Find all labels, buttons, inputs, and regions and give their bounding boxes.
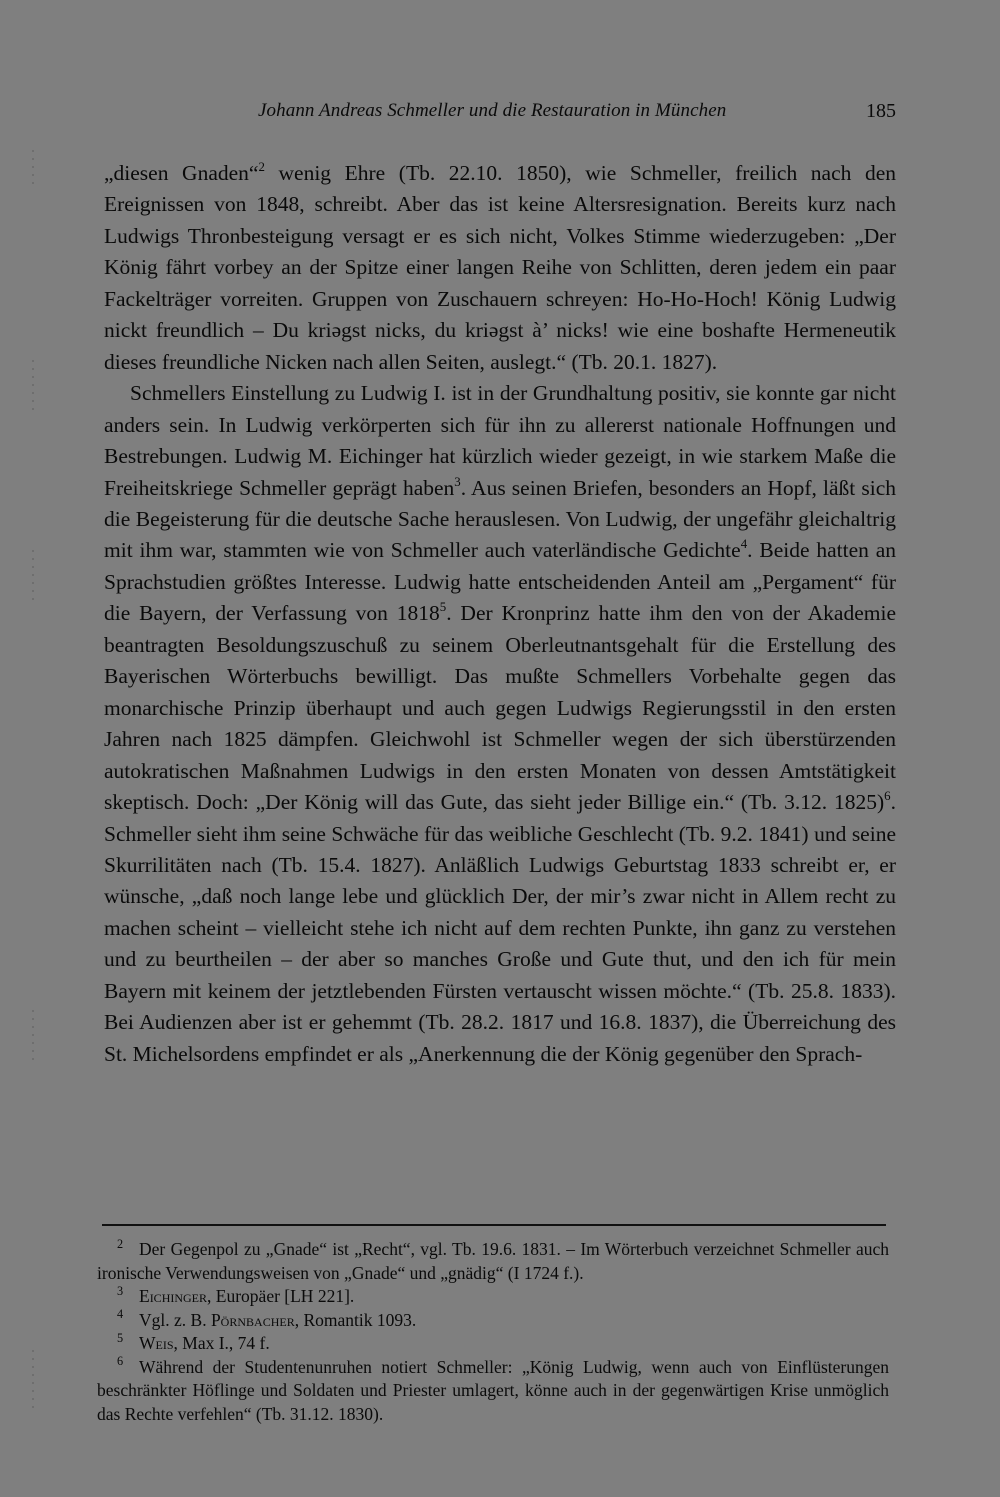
footnote-3-author: Eichinger: [139, 1286, 208, 1306]
footnote-4-author: Pörnbacher: [210, 1309, 295, 1330]
paragraph-1: [104, 158, 896, 378]
paragraph-2-part-3: . Beide hatten an Sprachstudien größtes Interesse. Ludwig hatte entscheidenden Anteil am „Pergament“ für die Bayern, der Verfassung von 1818: [104, 538, 896, 626]
footnote-5-text: , Max I., 74 f.: [173, 1333, 270, 1353]
running-title: Johann Andreas Schmeller und die Restauration in München: [258, 100, 727, 121]
footnote-separator: [102, 1224, 886, 1226]
footnote-2: 2 Der Gegenpol zu „Gnade“ ist „Recht“, vgl. Tb. 19.6. 1831. – Im Wörterbuch verzeichnet Schmeller auch ironische Verwendungsweisen von „Gnade“ und „gnädig“ (I 1724 f.).: [97, 1236, 889, 1283]
footnote-ref-5: 5: [439, 600, 447, 615]
body-text: [104, 158, 896, 1070]
paragraph-2-part-1: Schmellers Einstellung zu Ludwig I. ist in der Grundhaltung positiv, sie konnte gar nicht anders sein. In Ludwig verkörperten sich für ihn zu allererst nationale Hoffnungen und Bestrebungen. Ludwig M. Eichinger hat kürzlich wieder gezeigt, in wie starkem Maße die Freiheitskriege Schmeller geprägt haben: [104, 381, 896, 500]
footnote-3: 3 Eichinger, Europäer [LH 221].: [117, 1283, 355, 1306]
footnote-4-prefix: Vgl. z. B.: [139, 1309, 211, 1330]
paragraph-2-part-2: . Aus seinen Briefen, besonders an Hopf, läßt sich die Begeisterung für die deutsche Sache herauslesen. Von Ludwig, der ungefähr gleichaltrig mit ihm war, stammten wie von Schmeller auch vaterländische Gedichte: [104, 475, 896, 563]
footnote-ref-2: 2: [258, 159, 265, 174]
footnote-4-text: , Romantik 1093.: [294, 1309, 417, 1330]
running-head: [104, 100, 896, 128]
page-number: 185: [866, 100, 896, 122]
footnote-ref-6: 6: [884, 789, 891, 804]
footnote-ref-3: 3: [454, 474, 461, 489]
footnote-2-text: Der Gegenpol zu „Gnade“ ist „Recht“, vgl. Tb. 19.6. 1831. – Im Wörterbuch verzeichnet Schmeller auch ironische Verwendungsweisen von „Gnade“ und „gnädig“ (I 1724 f.).: [97, 1239, 889, 1283]
paragraph-2-part-4: . Der Kronprinz hatte ihm den von der Akademie beantragten Besoldungszuschuß zu seinem Oberleutnantsgehalt für die Erstellung des Bayerischen Wörterbuchs bewilligt. Das mußte Schmellers Vorbehalte gegen das monarchische Prinzip überhaupt und auch gegen Ludwigs Regierungsstil in den ersten Jahren nach 1825 dämpfen. Gleichwohl ist Schmeller wegen der sich überstürzenden autokratischen Maßnahmen Ludwigs in den ersten Monaten von dessen Amtstätigkeit skeptisch. Doch: „Der König will das Gute, das sieht jeder Billige ein.“ (Tb. 3.12. 1825): [104, 601, 896, 815]
footnote-ref-4: 4: [740, 537, 748, 552]
footnote-5-author: Weis: [139, 1333, 174, 1353]
paragraph-1-part-1: „diesen Gnaden“: [104, 161, 259, 185]
paragraph-2-part-5: . Schmeller sieht ihm seine Schwäche für das weibliche Geschlecht (Tb. 9.2. 1841) und seine Skurrilitäten nach (Tb. 15.4. 1827). Anläßlich Ludwigs Geburtstag 1833 schreibt er, er wünsche, „daß noch lange lebe und glücklich Der, der mir’s zwar nicht in Allem recht zu machen scheint – vielleicht stehe ich nicht auf dem rechten Punkte, ihn ganz zu verstehen und zu beurtheilen – der aber so manches Große und Gute thut, und den ich für mein Bayern mit keinem der jetztlebenden Fürsten vertauscht wissen möchte.“ (Tb. 25.8. 1833). Bei Audienzen aber ist er gehemmt (Tb. 28.2. 1817 und 16.8. 1837), die Überreichung des St. Michelsordens empfindet er als „Anerkennung die der König gegenüber den Sprach-: [104, 790, 896, 1066]
footnote-4: 4 Vgl. z. B. Pörnbacher, Romantik 1093.: [117, 1307, 417, 1330]
footnotes: [97, 1238, 889, 1426]
footnote-3-text: , Europäer [LH 221].: [207, 1286, 355, 1306]
footnote-6: 6 Während der Studentenunruhen notiert Schmeller: „König Ludwig, wenn auch von Einflüsterungen beschränkter Höflinge und Soldaten und Priester umlagert, könne auch in der gegenwärtigen Krise unmöglich das Rechte verfehlen“ (Tb. 31.12. 1830).: [97, 1354, 889, 1424]
paragraph-1-part-2: wenig Ehre (Tb. 22.10. 1850), wie Schmeller, freilich nach den Ereignissen von 1848, schreibt. Aber das ist keine Altersresignation. Bereits kurz nach Ludwigs Thronbesteigung versagt er es sich nicht, Volkes Stimme wiederzugeben: „Der König fährt vorbey an der Spitze einer langen Reihe von Schlitten, deren jedem ein paar Fackelträger vorreiten. Gruppen von Zuschauern schreyen: Ho-Ho-Hoch! König Ludwig nickt freundlich – Du kriəgst nicks, du kriəgst à’ nicks! wie eine boshafte Hermeneutik dieses freundliche Nicken nach allen Seiten, auslegt.“ (Tb. 20.1. 1827).: [104, 161, 897, 374]
footnote-5: 5 Weis, Max I., 74 f.: [117, 1330, 270, 1353]
footnote-6-text: Während der Studentenunruhen notiert Schmeller: „König Ludwig, wenn auch von Einflüsterungen beschränkter Höflinge und Soldaten und Priester umlagert, könne auch in der gegenwärtigen Krise unmöglich das Rechte verfehlen“ (Tb. 31.12. 1830).: [97, 1356, 889, 1424]
paragraph-2: [104, 378, 896, 1070]
margin-scan-marks: [30, 150, 36, 1430]
